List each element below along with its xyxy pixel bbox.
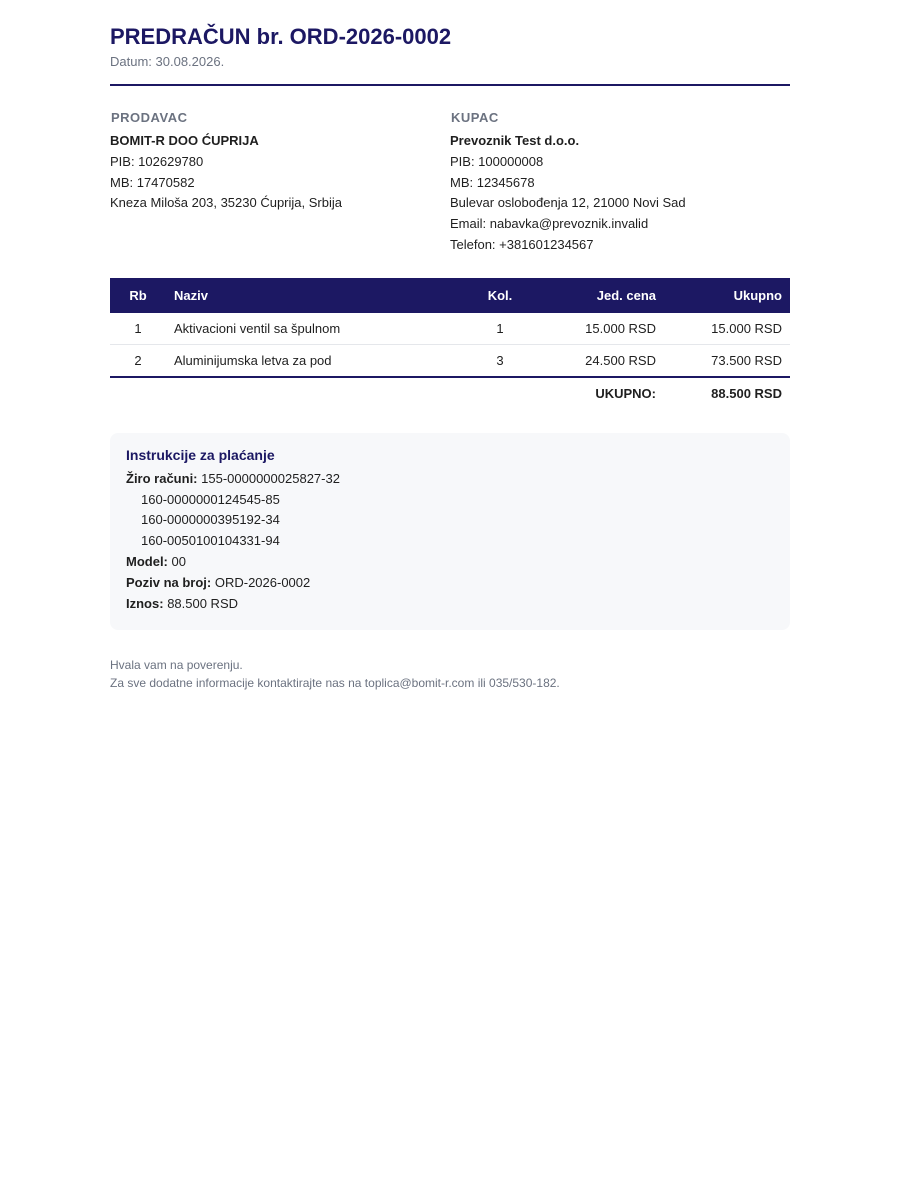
seller-heading: PRODAVAC <box>111 110 188 125</box>
row-naziv: Aluminijumska letva za pod <box>166 344 462 377</box>
reference-label: Poziv na broj: <box>126 574 212 590</box>
account-number: 155-0000000025827-32 <box>201 470 340 486</box>
payment-instructions <box>110 433 790 631</box>
total-row <box>110 377 790 409</box>
reference-line <box>126 573 774 594</box>
row-jed-cena: 15.000 RSD <box>538 313 664 345</box>
row-ukupno: 15.000 RSD <box>664 313 790 345</box>
row-naziv: Aktivacioni ventil sa špulnom <box>166 313 462 345</box>
invoice-page <box>110 22 790 692</box>
column-header-rb: Rb <box>129 287 147 303</box>
table-row <box>110 313 790 345</box>
column-header-jed-cena: Jed. cena <box>596 287 656 303</box>
row-rb: 1 <box>110 313 166 345</box>
amount-label: Iznos: <box>126 595 164 611</box>
footer-thanks: Hvala vam na poverenju. <box>110 658 243 673</box>
invoice-date: Datum: 30.08.2026. <box>110 54 225 69</box>
total-value: 88.500 RSD <box>711 385 782 401</box>
buyer-pib: PIB: 100000008 <box>450 153 544 169</box>
row-kol: 3 <box>462 344 538 377</box>
table-header-row <box>110 278 790 313</box>
invoice-title: PREDRAČUN br. ORD-2026-0002 <box>110 24 452 49</box>
total-label: UKUPNO: <box>595 385 656 401</box>
buyer-address: Bulevar oslobođenja 12, 21000 Novi Sad <box>450 195 686 211</box>
seller-address: Kneza Miloša 203, 35230 Ćuprija, Srbija <box>110 195 342 211</box>
reference-value: ORD-2026-0002 <box>214 574 311 590</box>
footer-note <box>110 656 790 692</box>
accounts-label: Žiro računi: <box>126 470 198 486</box>
row-jed-cena: 24.500 RSD <box>538 344 664 377</box>
account-number: 160-0000000124545-85 <box>141 491 280 507</box>
account-number: 160-0050100104331-94 <box>141 533 280 549</box>
model-line <box>126 552 774 573</box>
parties-section <box>110 110 790 256</box>
items-table <box>110 278 790 409</box>
header-divider <box>110 84 790 86</box>
accounts-line <box>126 469 774 490</box>
column-header-ukupno: Ukupno <box>733 287 782 303</box>
seller-mb: MB: 17470582 <box>110 174 195 190</box>
seller-block <box>110 110 450 256</box>
buyer-block <box>450 110 790 256</box>
buyer-heading: KUPAC <box>451 110 499 125</box>
buyer-phone: Telefon: +381601234567 <box>450 236 594 252</box>
amount-value: 88.500 RSD <box>167 595 239 611</box>
table-row <box>110 344 790 377</box>
column-header-naziv: Naziv <box>174 287 208 303</box>
column-header-kol: Kol. <box>487 287 513 303</box>
amount-line <box>126 594 774 615</box>
model-value: 00 <box>171 553 186 569</box>
row-rb: 2 <box>110 344 166 377</box>
buyer-mb: MB: 12345678 <box>450 174 535 190</box>
seller-name: BOMIT-R DOO ĆUPRIJA <box>110 133 259 148</box>
payment-heading: Instrukcije za plaćanje <box>126 446 275 463</box>
buyer-email[interactable]: Email: nabavka@prevoznik.invalid <box>450 216 649 232</box>
account-number: 160-0000000395192-34 <box>141 512 280 528</box>
row-ukupno: 73.500 RSD <box>664 344 790 377</box>
model-label: Model: <box>126 553 168 569</box>
row-kol: 1 <box>462 313 538 345</box>
seller-pib: PIB: 102629780 <box>110 153 204 169</box>
footer-contact: Za sve dodatne informacije kontaktirajte nas na toplica@bomit-r.com ili 035/530-182. <box>110 676 560 691</box>
buyer-name: Prevoznik Test d.o.o. <box>450 133 580 148</box>
